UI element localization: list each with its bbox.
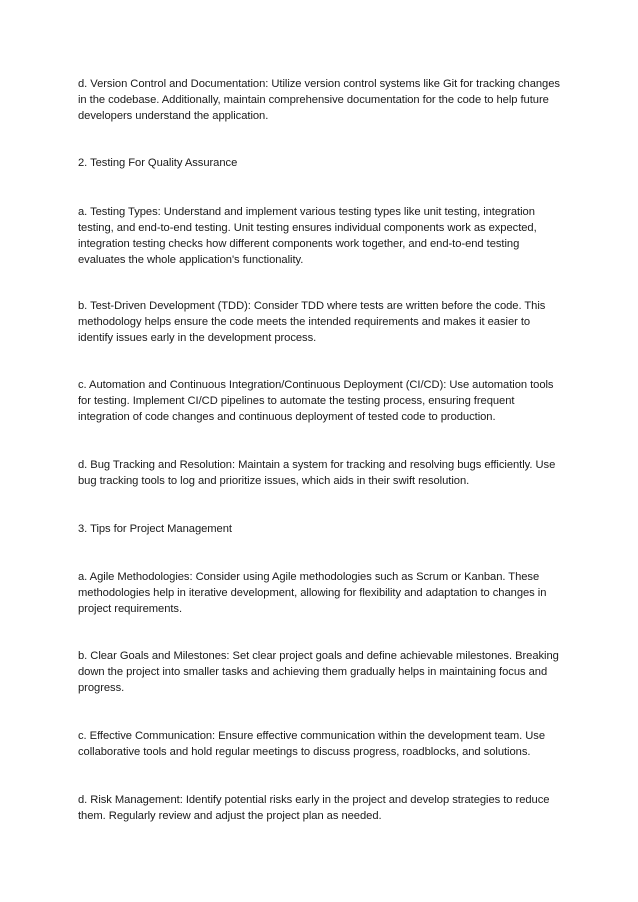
paragraph-automation-cicd: c. Automation and Continuous Integration/Continuous Deployment (CI/CD): Use automation tools for testing. Implement CI/CD pipelines to automate the testing process, ensuring frequent integration of code changes and continuous deployment of tested code to production. (78, 379, 554, 423)
heading-testing-quality-assurance: 2. Testing For Quality Assurance (78, 157, 238, 169)
paragraph-risk-management: d. Risk Management: Identify potential risks early in the project and develop strategies to reduce them. Regularly review and adjust the project plan as needed. (78, 794, 550, 822)
paragraph-agile: a. Agile Methodologies: Consider using Agile methodologies such as Scrum or Kanban. These methodologies help in iterative development, allowing for flexibility and adaptation to changes in project requirements. (78, 571, 547, 615)
paragraph-bug-tracking: d. Bug Tracking and Resolution: Maintain a system for tracking and resolving bugs efficiently. Use bug tracking tools to log and prioritize issues, which aids in their swift resolution. (78, 459, 556, 487)
heading-project-management: 3. Tips for Project Management (78, 523, 232, 535)
paragraph-goals-milestones: b. Clear Goals and Milestones: Set clear project goals and define achievable milestones. Breaking down the project into smaller tasks and achieving them gradually helps in maintaining focus and progress. (78, 650, 559, 694)
paragraph-testing-types: a. Testing Types: Understand and implement various testing types like unit testing, integration testing, and end-to-end testing. Unit testing ensures individual components work as expected, integration testing checks how different components work together, and end-to-end testing evaluates the whole application's functionality. (78, 206, 537, 266)
paragraph-tdd: b. Test-Driven Development (TDD): Consider TDD where tests are written before the code. This methodology helps ensure the code meets the intended requirements and makes it easier to identify issues early in the development process. (78, 300, 546, 344)
paragraph-communication: c. Effective Communication: Ensure effective communication within the development team. Use collaborative tools and hold regular meetings to discuss progress, roadblocks, and solutions. (78, 730, 546, 758)
paragraph-version-control: d. Version Control and Documentation: Utilize version control systems like Git for tracking changes in the codebase. Additionally, maintain comprehensive documentation for the code to help future developers understand the application. (78, 78, 560, 122)
